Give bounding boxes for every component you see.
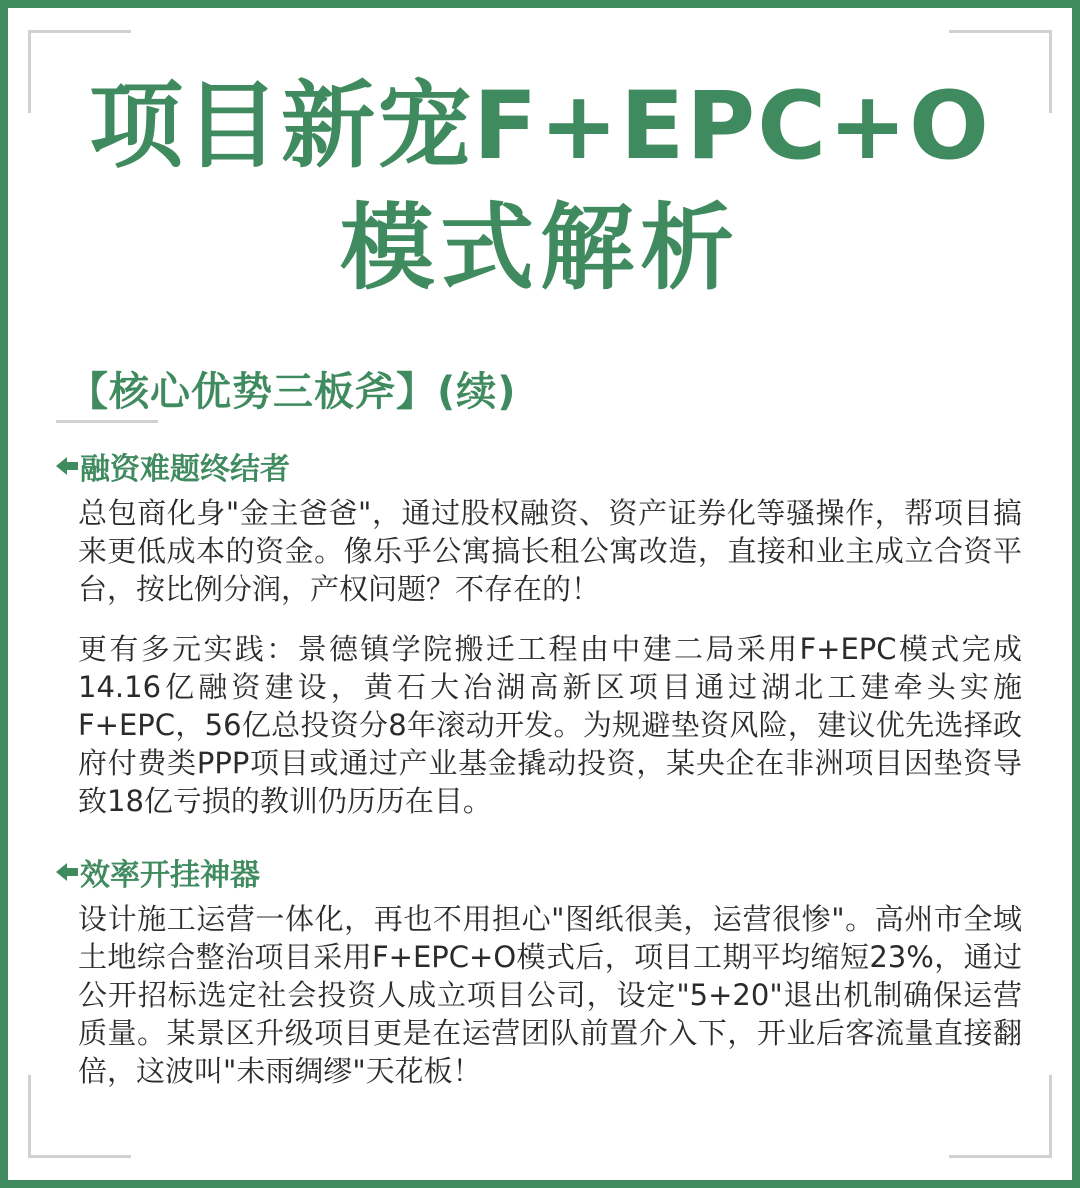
paragraph-financing-2: 更有多元实践：景德镇学院搬迁工程由中建二局采用F+EPC模式完成14.16亿融资建设，黄石大冶湖高新区项目通过湖北工建牵头实施F+EPC，56亿总投资分8年滚动开发。为规避垫资风险，建议优先选择政府付费类PPP项目或通过产业基金撬动投资，某央企在非洲项目因垫资导致18亿亏损的教训仍历历在目。 [78,632,1022,818]
section-heading: 【核心优势三板斧】(续) [68,369,517,415]
subheading-efficiency [56,850,260,894]
section-divider [56,420,158,423]
paragraph-efficiency-1: 设计施工运营一体化，再也不用担心"图纸很美，运营很惨"。高州市全域土地综合整治项目采用F+EPC+O模式后，项目工期平均缩短23%，通过公开招标选定社会投资人成立项目公司，设定"5+20"退出机制确保运营质量。某景区升级项目更是在运营团队前置介入下，开业后客流量直接翻倍，这波叫"未雨绸缪"天花板！ [78,902,1022,1088]
subheading-financing [56,444,290,488]
page-title-line-2: 模式解析 [339,194,740,303]
page-title-line-1: 项目新宠F+EPC+O [89,72,991,181]
subheading-efficiency-label: 效率开挂神器 [80,858,260,893]
paragraph-financing-1: 总包商化身"金主爸爸"，通过股权融资、资产证券化等骚操作，帮项目搞来更低成本的资金。像乐乎公寓搞长租公寓改造，直接和业主成立合资平台，按比例分润，产权问题？不存在的！ [78,496,1022,606]
subheading-financing-label: 融资难题终结者 [80,452,290,487]
green-arrow-icon [56,455,78,477]
green-arrow-icon [56,861,78,883]
